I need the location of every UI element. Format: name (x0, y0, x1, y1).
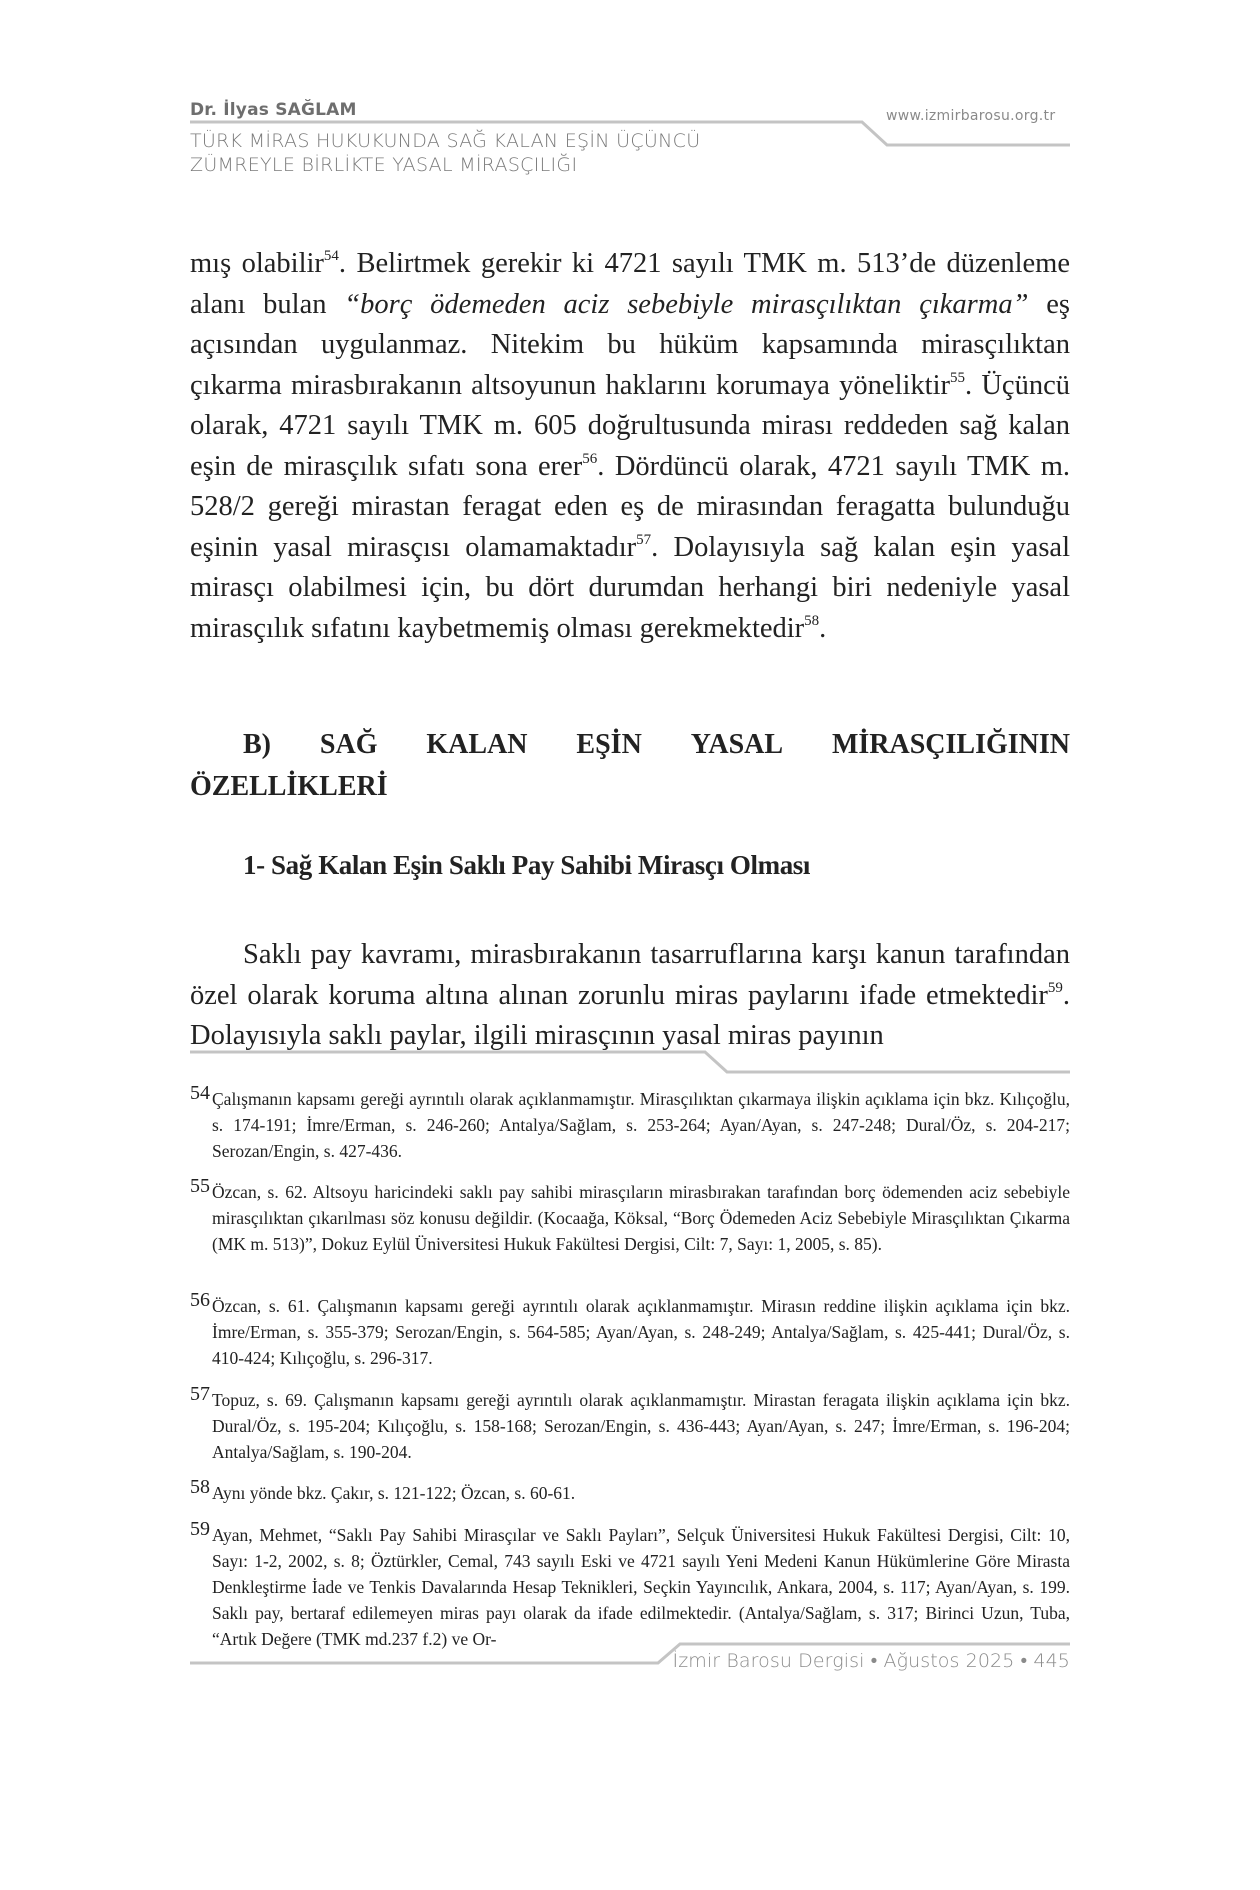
footnote-59 (190, 1518, 1070, 1652)
footnote-text: Özcan, s. 62. Altsoyu haricindeki saklı pay sahibi mirasçıların mirasbırakan tarafından borç ödemenden aciz sebebiyle mirasçılıktan çıkarılması söz konusu değildir. (Kocaağa, Köksal, “Borç Ödemeden Aciz Sebebiyle Mirasçılıktan Çıkarma (MK m. 513)”, Dokuz Eylül Üniversitesi Hukuk Fakültesi Dergisi, Cilt: 7, Sayı: 1, 2005, s. 85). (212, 1182, 1070, 1254)
footnote-ref-57[interactable]: 57 (636, 531, 652, 548)
text-run: . Dolayısıyla sağ kalan eşin yasal mirasçı olabilmesi için, bu dört durumdan herhangi biri nedeniyle yasal mirasçılık sıfatını kaybetmemiş olması gerekmektedir (190, 531, 1070, 644)
heading-word: YASAL (690, 729, 784, 760)
text-run: . Üçüncü olarak, 4721 sayılı TMK m. 605 doğrultusunda mirası reddeden sağ kalan eşin de mirasçılık sıfatı sona erer (190, 369, 1070, 482)
section-heading-b-line-1 (190, 724, 1070, 766)
header-website-link[interactable]: www.izmirbarosu.org.tr (886, 108, 1056, 124)
footnote-number: 59 (190, 1518, 210, 1540)
text-run: eş açısından uygulanmaz. Nitekim bu hüküm kapsamında mirasçılıktan çıkarma mirasbırakanın altsoyunun haklarını korumaya yöneliktir (190, 288, 1071, 401)
subsection-heading-1: 1- Sağ Kalan Eşin Saklı Pay Sahibi Mirasçı Olması (243, 850, 811, 880)
footnote-number: 56 (190, 1289, 210, 1311)
text-run: . Dolayısıyla saklı paylar, ilgili mirasçının yasal miras payının (190, 979, 1070, 1051)
footnote-54 (190, 1082, 1070, 1164)
text-run: Saklı pay kavramı, mirasbırakanın tasarruflarına karşı kanun tarafından özel olarak koruma altına alınan zorunlu miras paylarını ifade etmektedir (190, 939, 1070, 1011)
italic-quote: “borç ödemeden aciz sebebiyle mirasçılıktan çıkarma” (344, 288, 1029, 320)
footnote-text: Çalışmanın kapsamı gereği ayrıntılı olarak açıklanmamıştır. Mirasçılıktan çıkarmaya ilişkin açıklama için bkz. Kılıçoğlu, s. 174-191; İmre/Erman, s. 246-260; Antalya/Sağlam, s. 253-264; Ayan/Ayan, s. 247-248; Dural/Öz, s. 204-217; Serozan/Engin, s. 427-436. (212, 1089, 1070, 1161)
footnote-55 (190, 1175, 1070, 1257)
footnote-ref-59[interactable]: 59 (1047, 979, 1063, 996)
heading-word: MİRASÇILIĞININ (831, 729, 1070, 760)
footnote-number: 55 (190, 1175, 210, 1197)
footnote-text: Topuz, s. 69. Çalışmanın kapsamı gereği ayrıntılı olarak açıklanmamıştır. Mirastan feragata ilişkin açıklama için bkz. Dural/Öz, s. 195-204; Kılıçoğlu, s. 158-168; Serozan/Engin, s. 436-443; Ayan/Ayan, s. 247; İmre/Erman, s. 196-204; Antalya/Sağlam, s. 190-204. (212, 1390, 1070, 1462)
footnote-number: 58 (190, 1476, 210, 1498)
footnote-number: 54 (190, 1082, 210, 1104)
text-run: . (819, 612, 827, 644)
text-run: . Dördüncü olarak, 4721 sayılı TMK m. 528/2 gereği mirastan feragat eden eş de mirasından feragatta bulunduğu eşinin yasal mirasçısı olamamaktadır (190, 450, 1070, 563)
footnote-ref-56[interactable]: 56 (582, 450, 598, 467)
section-heading-b-line-2: ÖZELLİKLERİ (190, 771, 388, 802)
header-title-line-2: ZÜMREYLE BİRLİKTE YASAL MİRASÇILIĞI (190, 154, 578, 176)
body-paragraph-2 (190, 935, 1070, 1057)
heading-word: SAĞ (319, 729, 378, 760)
footnote-number: 57 (190, 1383, 210, 1405)
footnote-ref-55[interactable]: 55 (950, 369, 965, 386)
footnote-58 (190, 1476, 1070, 1506)
page-footer: İzmir Barosu Dergisi • Ağustos 2025 • 445 (672, 1650, 1070, 1672)
footnote-text: Ayan, Mehmet, “Saklı Pay Sahibi Mirasçılar ve Saklı Payları”, Selçuk Üniversitesi Hukuk Fakültesi Dergisi, Cilt: 10, Sayı: 1-2, 2002, s. 8; Öztürkler, Cemal, 743 sayılı Eski ve 4721 sayılı Yeni Medeni Kanun Hükümlerine Göre Mirasta Denkleştirme İade ve Tenkis Davalarında Hesap Teknikleri, Seçkin Yayıncılık, Ankara, 2004, s. 117; Ayan/Ayan, s. 199. Saklı pay, bertaraf edilemeyen miras payı olarak da ifade edilmektedir. (Antalya/Sağlam, s. 317; Birinci Uzun, Tuba, “Artık Değere (TMK md.237 f.2) ve Or- (212, 1525, 1070, 1649)
section-heading-b (190, 724, 1070, 808)
text-run: mış olabilir (190, 248, 324, 279)
footnote-ref-58[interactable]: 58 (804, 612, 820, 629)
heading-word: B) (243, 729, 271, 760)
heading-word: KALAN (426, 729, 528, 760)
footnote-text: Özcan, s. 61. Çalışmanın kapsamı gereği ayrıntılı olarak açıklanmamıştır. Mirasın reddine ilişkin açıklama için bkz. İmre/Erman, s. 355-379; Serozan/Engin, s. 564-585; Ayan/Ayan, s. 248-249; Antalya/Sağlam, s. 425-441; Dural/Öz, s. 410-424; Kılıçoğlu, s. 296-317. (212, 1296, 1070, 1368)
heading-word: EŞİN (576, 729, 642, 760)
footnote-56 (190, 1289, 1070, 1371)
footnote-57 (190, 1383, 1070, 1465)
body-paragraph-1 (190, 244, 1070, 649)
header-title-line-1: TÜRK MİRAS HUKUKUNDA SAĞ KALAN EŞİN ÜÇÜNCÜ (190, 130, 701, 152)
footnote-text: Aynı yönde bkz. Çakır, s. 121-122; Özcan, s. 60-61. (212, 1483, 576, 1503)
text-run: . Belirtmek gerekir ki 4721 sayılı TMK m. 513’de düzenleme alanı bulan (190, 248, 1070, 320)
header-author: Dr. İlyas SAĞLAM (190, 100, 357, 120)
header-article-title (190, 129, 700, 177)
footnote-ref-54[interactable]: 54 (323, 248, 339, 264)
